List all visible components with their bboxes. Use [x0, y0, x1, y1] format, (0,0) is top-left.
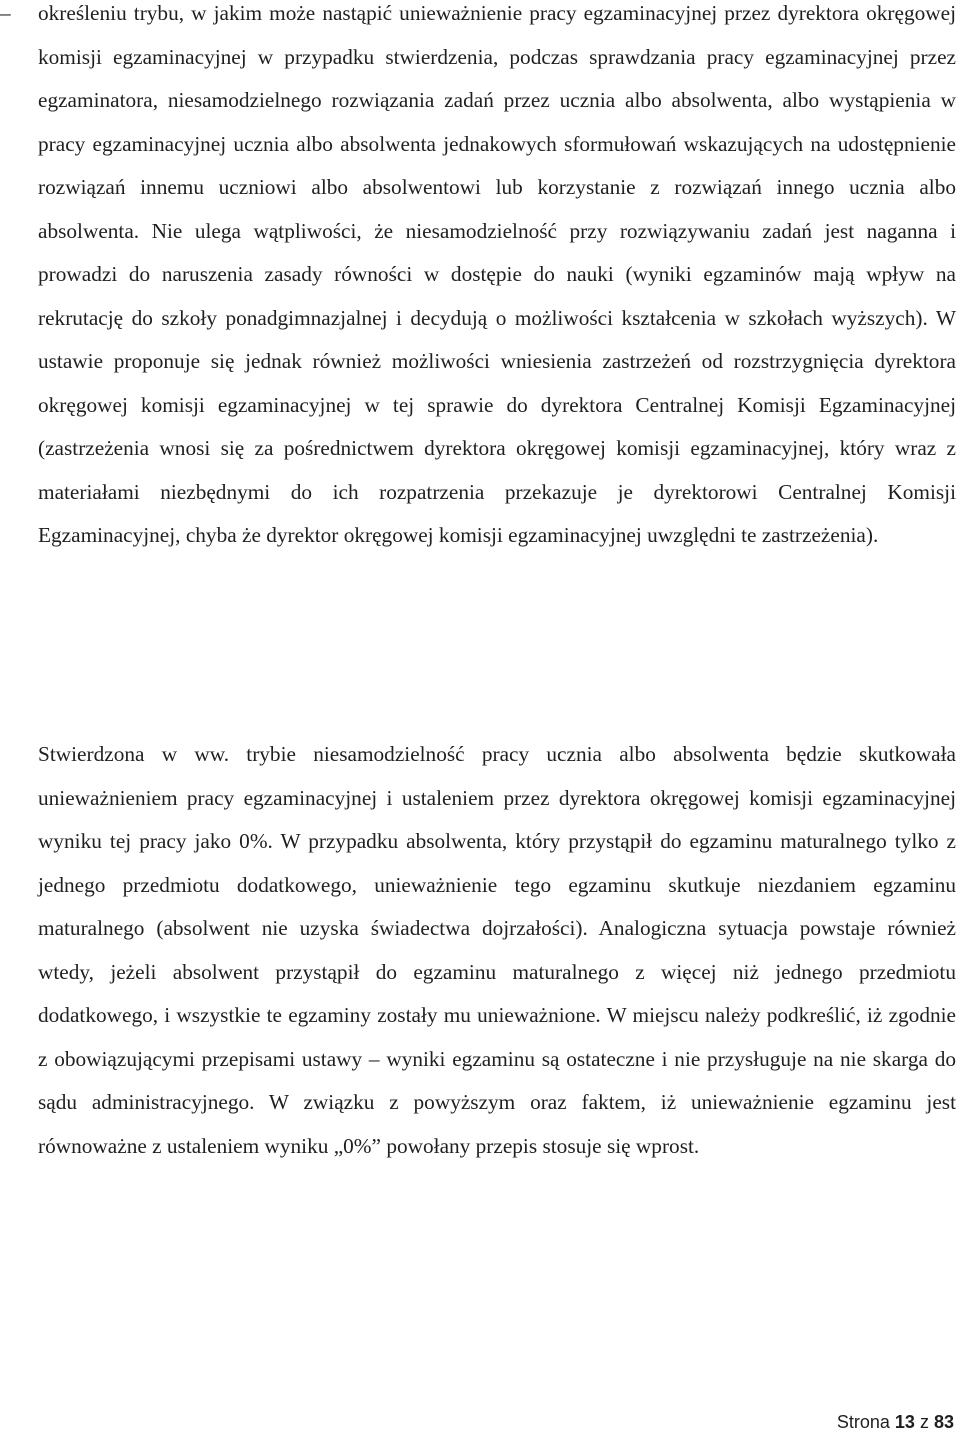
bullet-dash: –	[0, 1, 11, 25]
paragraph-1: określeniu trybu, w jakim może nastąpić unieważnienie pracy egzaminacyjnej przez dyrektora okręgowej komisji egzaminacyjnej w przypadku stwierdzenia, podczas sprawdzania pracy egzaminacyjnej przez egzaminatora, niesamodzielnego rozwiązania zadań przez ucznia albo absolwenta, albo wystąpienia w pracy egzaminacyjnej ucznia albo absolwenta jednakowych sformułowań wskazujących na udostępnienie rozwiązań innemu uczniowi albo absolwentowi lub korzystanie z rozwiązań innego ucznia albo absolwenta. Nie ulega wątpliwości, że niesamodzielność przy rozwiązywaniu zadań jest naganna i prowadzi do naruszenia zasady równości w dostępie do nauki (wyniki egzaminów mają wpływ na rekrutację do szkoły ponadgimnazjalnej i decydują o możliwości kształcenia w szkołach wyższych). W ustawie proponuje się jednak również możliwości wniesienia zastrzeżeń od rozstrzygnięcia dyrektora okręgowej komisji egzaminacyjnej w tej sprawie do dyrektora Centralnej Komisji Egzaminacyjnej (zastrzeżenia wnosi się za pośrednictwem dyrektora okręgowej komisji egzaminacyjnej, który wraz z materiałami niezbędnymi do ich rozpatrzenia przekazuje je dyrektorowi Centralnej Komisji Egzaminacyjnej, chyba że dyrektor okręgowej komisji egzaminacyjnej uwzględni te zastrzeżenia).	[38, 1, 956, 547]
current-page-number: 13	[894, 1412, 915, 1432]
page-number-footer	[837, 1410, 954, 1434]
footer-label: Strona	[836, 1412, 890, 1432]
footer-separator: z	[919, 1412, 929, 1432]
paragraph-2: Stwierdzona w ww. trybie niesamodzielność pracy ucznia albo absolwenta będzie skutkowała unieważnieniem pracy egzaminacyjnej i ustaleniem przez dyrektora okręgowej komisji egzaminacyjnej wyniku tej pracy jako 0%. W przypadku absolwenta, który przystąpił do egzaminu maturalnego tylko z jednego przedmiotu dodatkowego, unieważnienie tego egzaminu skutkuje niezdaniem egzaminu maturalnego (absolwent nie uzyska świadectwa dojrzałości). Analogiczna sytuacja powstaje również wtedy, jeżeli absolwent przystąpił do egzaminu maturalnego z więcej niż jednego przedmiotu dodatkowego, i wszystkie te egzaminy zostały mu unieważnione. W miejscu należy podkreślić, iż zgodnie z obowiązującymi przepisami ustawy – wyniki egzaminu są ostateczne i nie przysługuje na nie skarga do sądu administracyjnego. W związku z powyższym oraz faktem, iż unieważnienie egzaminu jest równoważne z ustaleniem wyniku „0%” powołany przepis stosuje się wprost.	[38, 742, 956, 1158]
total-pages-number: 83	[933, 1412, 954, 1432]
